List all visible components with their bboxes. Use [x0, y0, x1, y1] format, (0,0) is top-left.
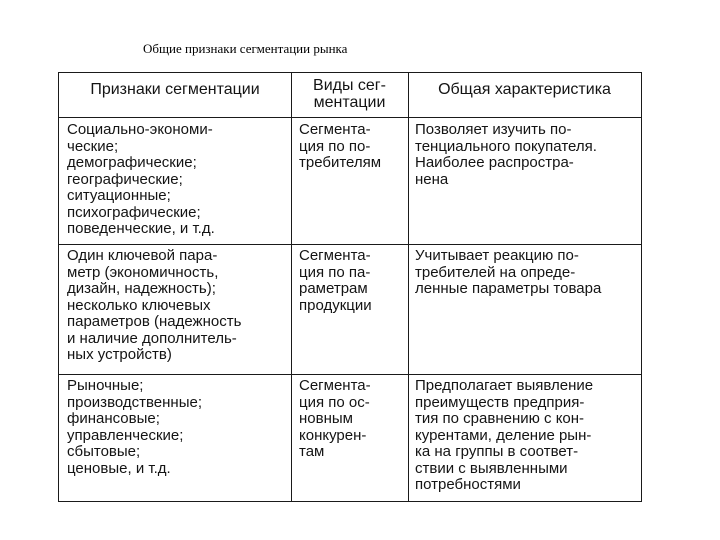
column-divider	[291, 73, 292, 501]
row2-criteria: Один ключевой пара- метр (экономичность, дизайн, надежность); несколько ключевых параметров (надежность и наличие дополнитель- ных устройств)	[67, 247, 242, 363]
header-criteria: Признаки сегментации	[90, 81, 260, 98]
row-divider	[59, 117, 641, 118]
row1-description: Позволяет изучить по- тенциального покупателя. Наиболее распростра- нена	[415, 121, 597, 188]
header-description: Общая характеристика	[438, 81, 611, 98]
row1-type: Сегмента- ция по по- требителям	[299, 121, 382, 171]
page-title: Общие признаки сегментации рынка	[143, 41, 348, 56]
segmentation-table	[58, 72, 642, 502]
row3-type: Сегмента- ция по ос- новным конкурен- там	[299, 377, 371, 460]
header-type: Виды сег- ментации	[313, 77, 386, 111]
row1-criteria: Социально-экономи- ческие; демографические; географические; ситуационные; психографические; поведенческие, и т.д.	[67, 121, 215, 237]
row3-description: Предполагает выявление преимуществ предприя- тия по сравнению с кон- курентами, деление рын- ка на группы в соответ- ствии с выявленными потребностями	[415, 377, 594, 493]
row2-type: Сегмента- ция по па- раметрам продукции	[299, 247, 372, 314]
row3-criteria: Рыночные; производственные; финансовые; управленческие; сбытовые; ценовые, и т.д.	[67, 377, 202, 477]
row-divider	[59, 244, 641, 245]
row2-description: Учитывает реакцию по- требителей на опреде- ленные параметры товара	[415, 247, 602, 297]
column-divider	[408, 73, 409, 501]
row-divider	[59, 374, 641, 375]
